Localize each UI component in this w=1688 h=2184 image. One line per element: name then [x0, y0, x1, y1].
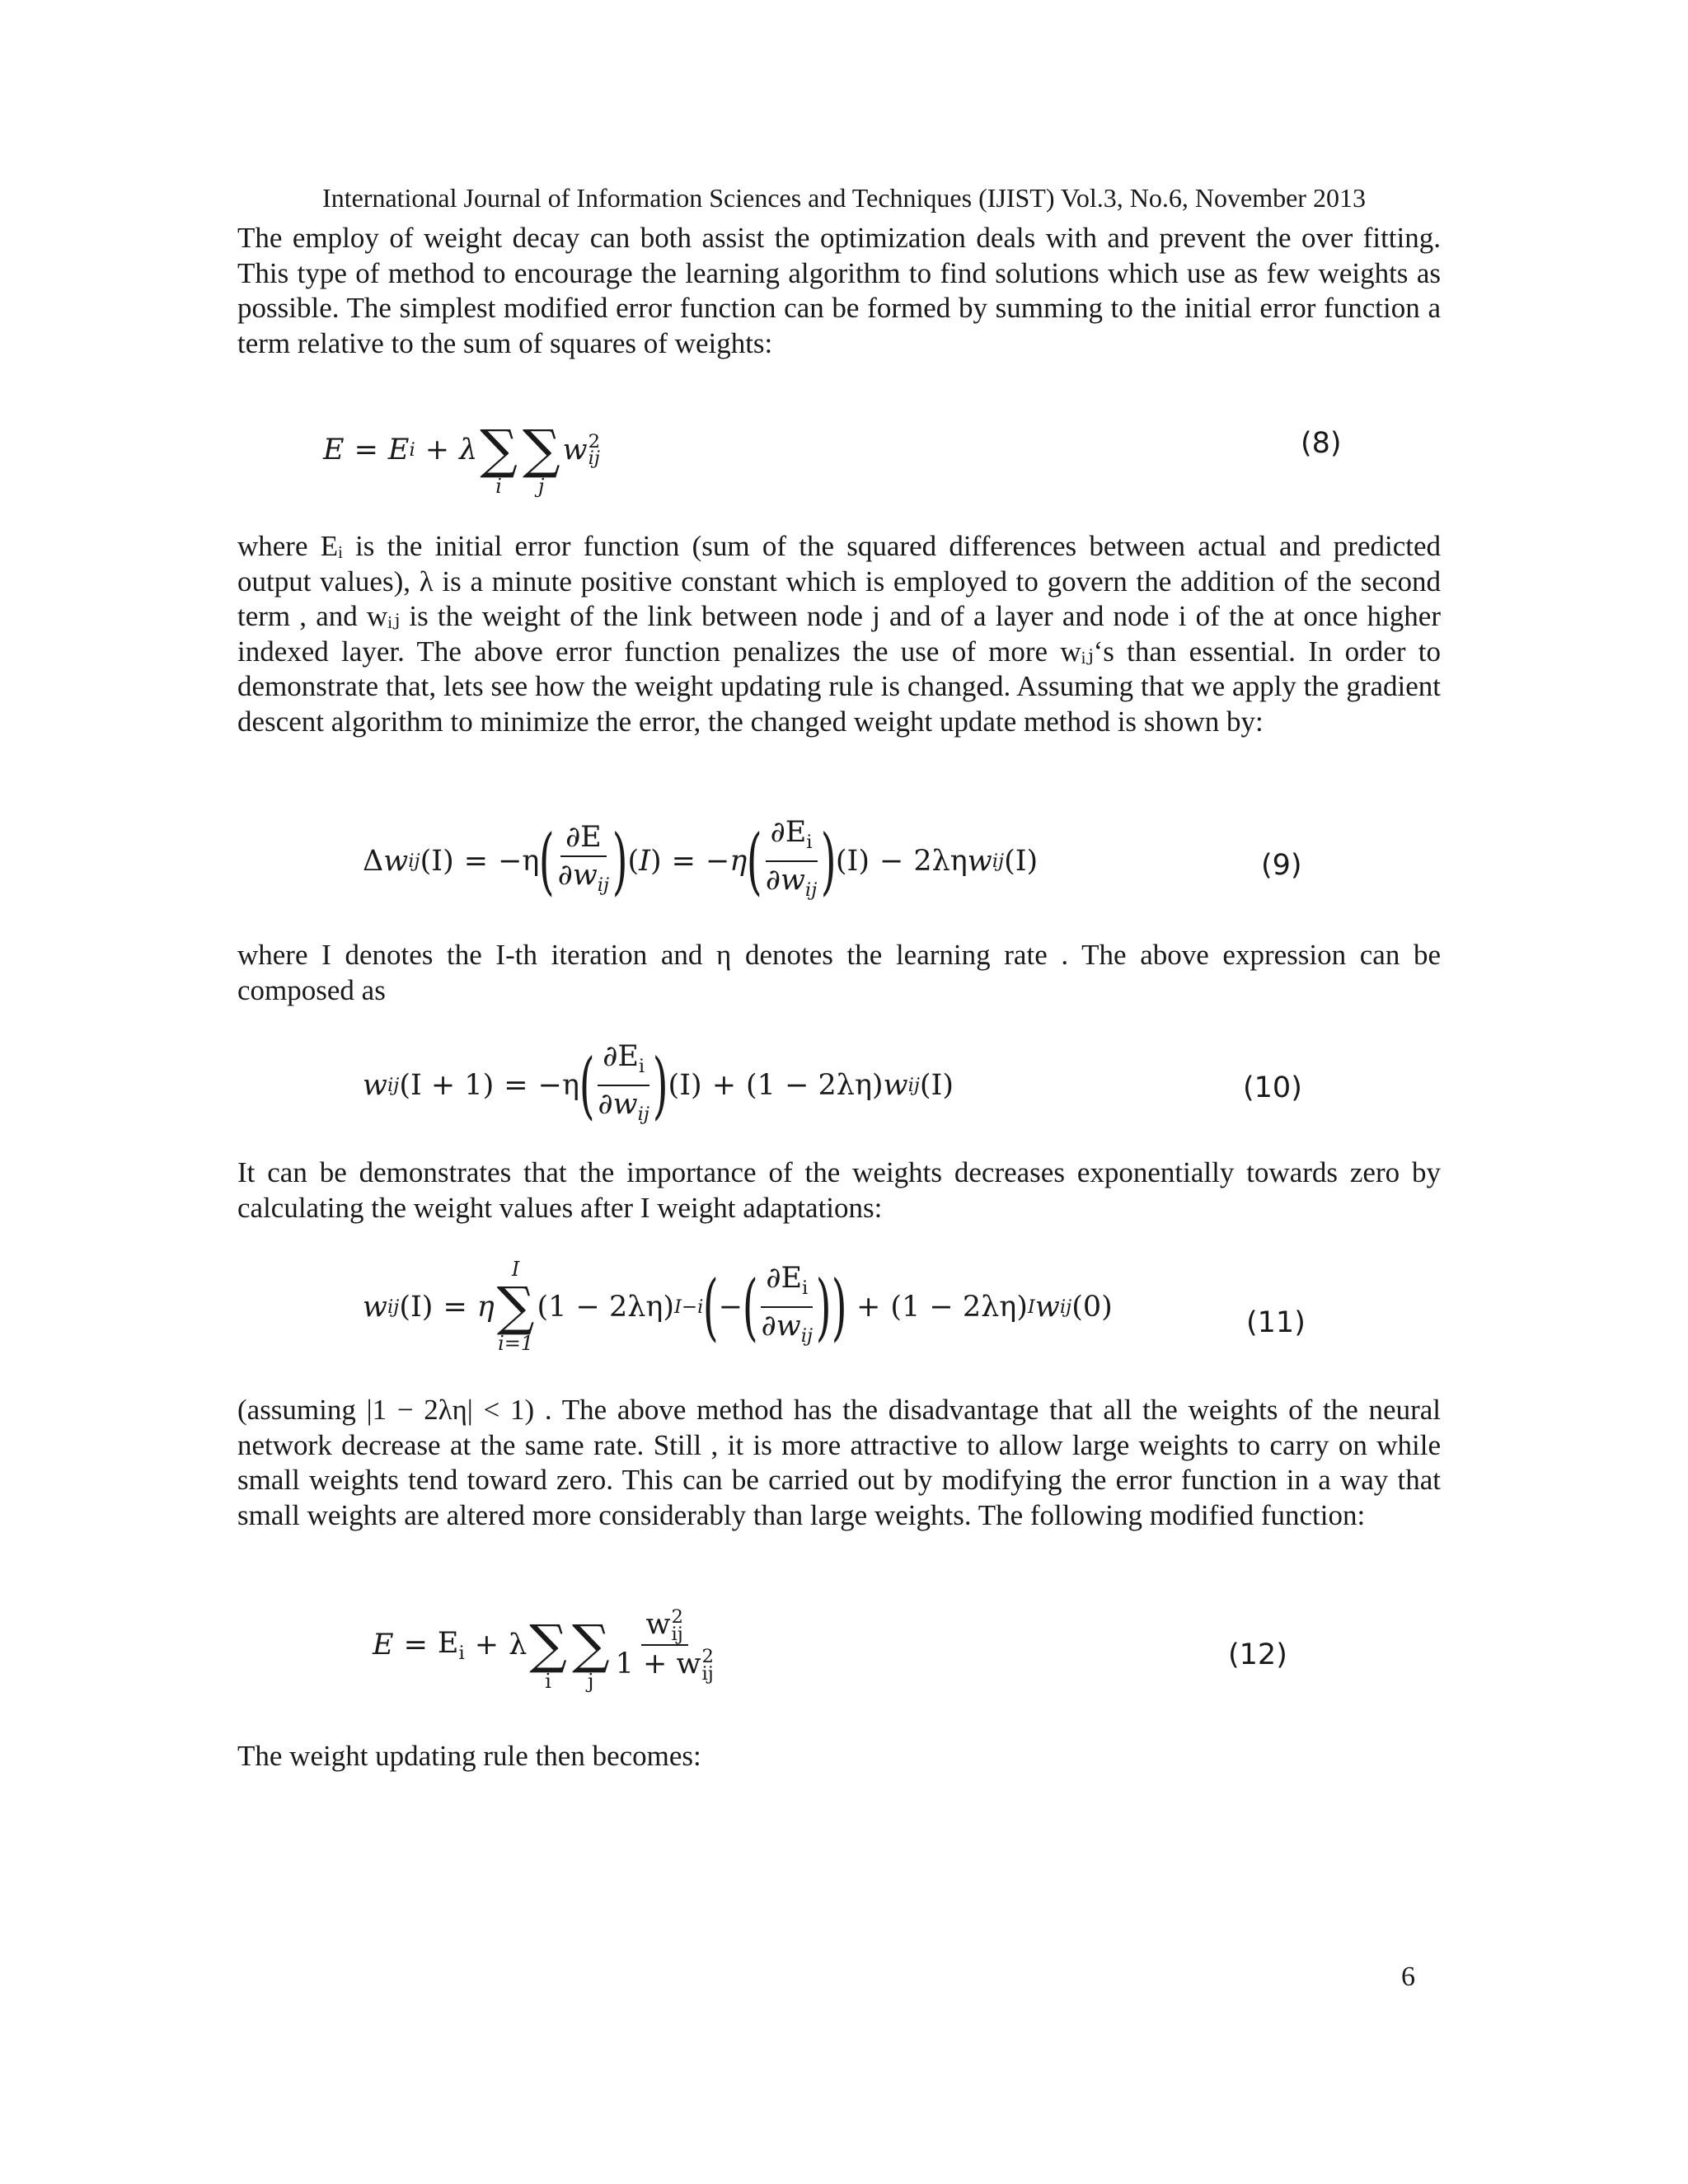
equation-11: w ij (I) = η I ∑ i=1 (1 − 2λη) I−i ( − ( $\frac{\partial E_i}{\partial w_{ij}}$ ) ) + (1 − 2λη) I w ij (0): [363, 1258, 1113, 1355]
running-header: International Journal of Information Sciences and Techniques (IJIST) Vol.3, No.6, November 2013: [322, 183, 1366, 213]
paragraph-3: where I denotes the I-th iteration and η denotes the learning rate . The above expression can be composed as: [237, 939, 1441, 1006]
equation-10-number: (10): [1243, 1071, 1302, 1104]
equation-10: w ij (I + 1) = −η ( $\frac{\partial E_i}{\partial w_{ij}}$ ) (I) + (1 − 2λη) w ij (I): [363, 1040, 954, 1127]
paragraph-1: The employ of weight decay can both assist the optimization deals with and prevent the over fitting. This type of method to encourage the learning algorithm to find solutions which use as few weights as possible. The simplest modified error function can be formed by summing to the initial error function a term relative to the sum of squares of weights:: [237, 222, 1441, 359]
paragraph-6: The weight updating rule then becomes:: [237, 1740, 701, 1772]
paragraph-4: It can be demonstrates that the importance of the weights decreases exponentially towards zero by calculating the weight values after I weight adaptations:: [237, 1156, 1441, 1224]
equation-9-number: (9): [1261, 849, 1302, 882]
equation-12: E = $E_i$ + λ ∑ i ∑ j w 2 ij 1 + w 2 ij: [373, 1606, 714, 1693]
equation-8-number: (8): [1301, 427, 1342, 460]
paragraph-5: (assuming |1 − 2λη| < 1) . The above method has the disadvantage that all the weights of the neural network decrease at the same rate. Still , it is more attractive to allow large weights to carry on while small weights tend toward zero. This can be carried out by modifying the error function in a way that small weights are altered more considerably than large weights. The following modified function:: [237, 1394, 1441, 1531]
equation-11-number: (11): [1246, 1306, 1306, 1339]
page-number: 6: [1401, 1961, 1415, 1992]
equation-12-number: (12): [1228, 1638, 1287, 1671]
paragraph-2: where Eᵢ is the initial error function (sum of the squared differences between actual and predicted output values), λ is a minute positive constant which is employed to govern the addition of the second term , and wᵢⱼ is the weight of the link between node j and of a layer and node i of the at once higher indexed layer. The above error function penalizes the use of more wᵢⱼ‘s than essential. In order to demonstrate that, lets see how the weight updating rule is changed. Assuming that we apply the gradient descent algorithm to minimize the error, the changed weight update method is shown by:: [237, 530, 1441, 738]
equation-9: Δ w ij (I) = −η ( $\frac{\partial E}{\partial w_{ij}}$ ) (I) = −η ( $\frac{\partial E_i}{\partial w_{ij}}$ ) (I) − 2λη w ij (I): [363, 816, 1039, 903]
equation-8: E = E i + λ ∑ i ∑ j w 2 ij: [323, 419, 601, 498]
